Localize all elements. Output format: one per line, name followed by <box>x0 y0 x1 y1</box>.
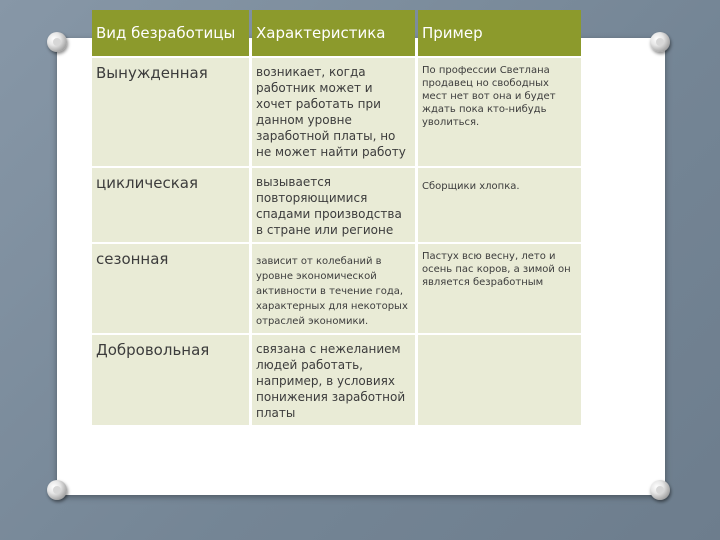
pin-icon <box>650 32 670 52</box>
cell-description: связана с нежеланием людей работать, например, в условиях понижения заработной платы <box>252 335 415 425</box>
header-example: Пример <box>418 10 581 56</box>
cell-type: циклическая <box>92 168 249 242</box>
table-header-row <box>92 10 581 56</box>
cell-type: Добровольная <box>92 335 249 425</box>
header-description: Характеристика <box>252 10 415 56</box>
header-type: Вид безработицы <box>92 10 249 56</box>
cell-description: вызывается повторяющимися спадами производства в стране или регионе <box>252 168 415 242</box>
cell-example <box>418 335 581 425</box>
cell-type: Вынужденная <box>92 58 249 166</box>
cell-description: возникает, когда работник может и хочет работать при данном уровне заработной платы, но не может найти работу <box>252 58 415 166</box>
table-row <box>92 168 581 242</box>
table-row <box>92 335 581 425</box>
cell-example: По профессии Светлана продавец но свободных мест нет вот она и будет ждать пока кто-нибудь уволиться. <box>418 58 581 166</box>
table-row <box>92 244 581 333</box>
cell-example: Сборщики хлопка. <box>418 168 581 242</box>
cell-example: Пастух всю весну, лето и осень пас коров, а зимой он является безработным <box>418 244 581 333</box>
table-row <box>92 58 581 166</box>
pin-icon <box>47 32 67 52</box>
pin-icon <box>47 480 67 500</box>
cell-type: сезонная <box>92 244 249 333</box>
cell-description: зависит от колебаний в уровне экономической активности в течение года, характерных для некоторых отраслей экономики. <box>252 244 415 333</box>
unemployment-table <box>89 8 584 427</box>
pin-icon <box>650 480 670 500</box>
